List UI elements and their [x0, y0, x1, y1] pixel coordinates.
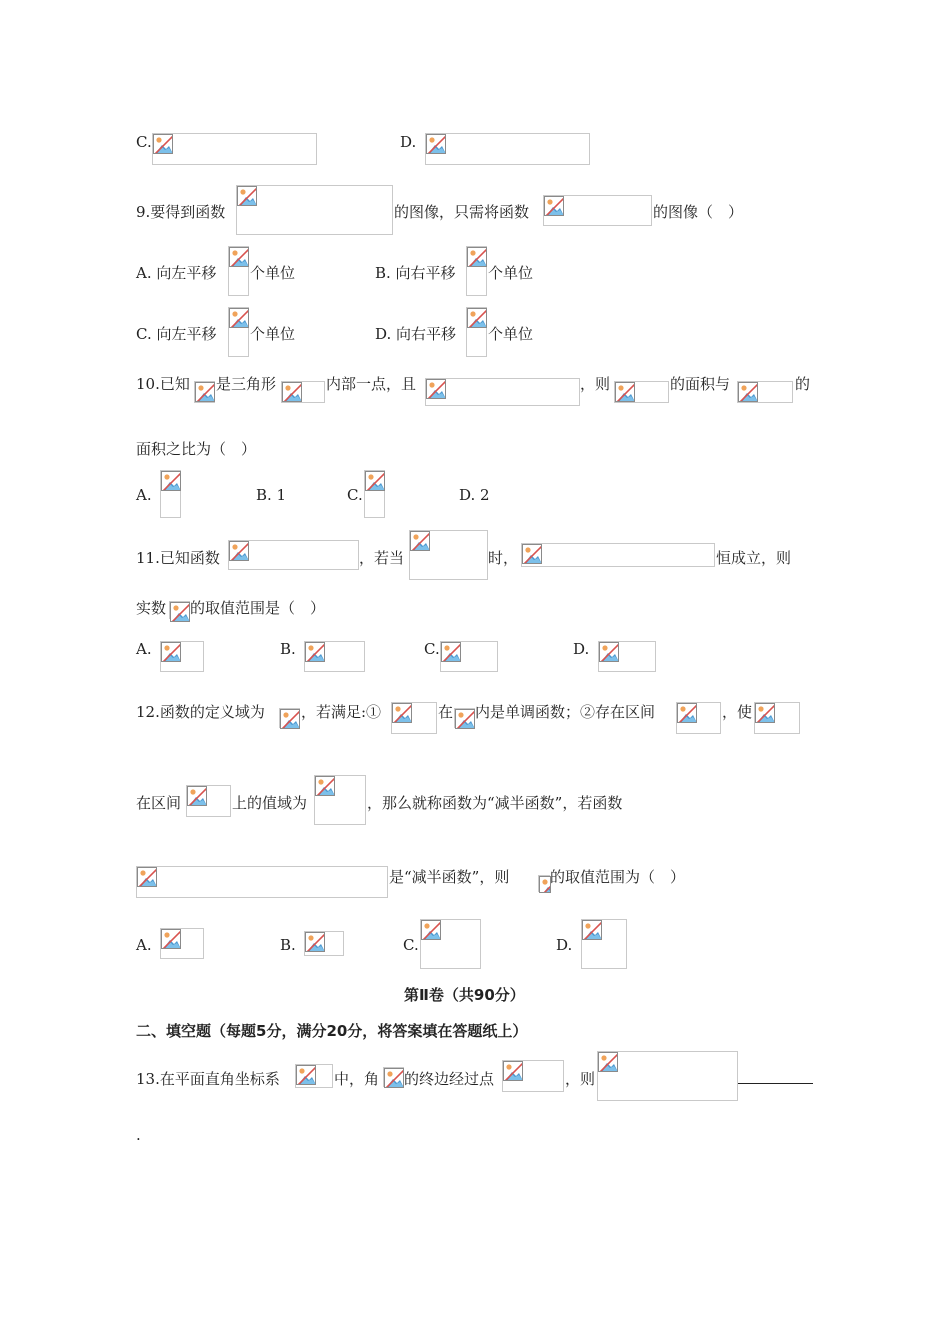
broken-image-icon [410, 531, 430, 551]
q13-end-period: . [136, 1126, 141, 1144]
q11-option-d: D. [573, 640, 590, 658]
broken-image-icon [305, 642, 325, 662]
formula-image-placeholder [160, 641, 204, 672]
broken-image-icon [161, 642, 181, 662]
broken-image-icon [455, 709, 475, 729]
broken-image-icon [426, 134, 446, 154]
broken-image-icon [582, 920, 602, 940]
formula-image-placeholder [538, 875, 550, 892]
q13-stem-b: 中，角 [334, 1070, 380, 1088]
broken-image-icon [421, 920, 441, 940]
broken-image-icon [738, 382, 758, 402]
broken-image-icon [187, 786, 207, 806]
q12-stem-h: ，那么就称函数为“减半函数”，若函数 [367, 794, 623, 812]
q12-stem-f: 在区间 [136, 794, 182, 812]
q10-stem-c: 内部一点，且 [326, 375, 417, 393]
broken-image-icon [137, 867, 157, 887]
broken-image-icon [544, 196, 564, 216]
formula-image-placeholder [160, 928, 204, 959]
broken-image-icon [170, 602, 190, 622]
q13-stem-a: 13.在平面直角坐标系 [136, 1070, 280, 1088]
q12-stem-i: 是“减半函数”，则 [389, 868, 510, 886]
q9-stem-a: 9.要得到函数 [136, 203, 226, 221]
formula-image-placeholder [425, 133, 590, 165]
q9-option-a: A. 向左平移 [136, 264, 217, 282]
q12-option-a: A. [136, 936, 152, 954]
option-c-label: C. [136, 133, 152, 151]
formula-image-placeholder [383, 1067, 404, 1087]
formula-image-placeholder [391, 702, 437, 734]
formula-image-placeholder [160, 470, 181, 518]
q9-option-c-tail: 个单位 [250, 325, 296, 343]
answer-blank-line [738, 1083, 813, 1084]
formula-image-placeholder [228, 540, 359, 570]
q10-stem-f: 的 [795, 375, 811, 393]
q9-stem-b: 的图像，只需将函数 [394, 203, 530, 221]
q11-stem-b: ，若当 [359, 549, 405, 567]
q11-stem-e: 实数 [136, 599, 167, 617]
formula-image-placeholder [521, 543, 715, 567]
q12-option-c: C. [403, 936, 419, 954]
formula-image-placeholder [543, 195, 652, 226]
q11-option-a: A. [136, 640, 152, 658]
formula-image-placeholder [228, 246, 249, 296]
formula-image-placeholder [169, 601, 190, 619]
broken-image-icon [677, 703, 697, 723]
formula-image-placeholder [364, 470, 385, 518]
broken-image-icon [426, 379, 446, 399]
broken-image-icon [305, 932, 325, 952]
q12-stem-c: 在 [438, 703, 454, 721]
q10-stem-e: 的面积与 [670, 375, 731, 393]
broken-image-icon [296, 1065, 316, 1085]
q10-option-c: C. [347, 486, 363, 504]
broken-image-icon [599, 642, 619, 662]
broken-image-icon [467, 308, 487, 328]
q9-option-b-tail: 个单位 [488, 264, 534, 282]
q9-option-a-tail: 个单位 [250, 264, 296, 282]
q11-option-b: B. [280, 640, 296, 658]
q10-option-a: A. [136, 486, 152, 504]
q12-option-b: B. [280, 936, 296, 954]
broken-image-icon [441, 642, 461, 662]
broken-image-icon [229, 308, 249, 328]
formula-image-placeholder [737, 381, 793, 403]
formula-image-placeholder [466, 246, 487, 296]
q12-option-d: D. [556, 936, 573, 954]
formula-image-placeholder [136, 866, 388, 898]
formula-image-placeholder [314, 775, 366, 825]
formula-image-placeholder [598, 641, 656, 672]
q11-option-c: C. [424, 640, 440, 658]
q12-stem-j: 的取值范围为（ ） [550, 868, 686, 886]
section-heading: 二、填空题（每题5分，满分20分，将答案填在答题纸上） [136, 1022, 528, 1040]
formula-image-placeholder [454, 708, 475, 728]
formula-image-placeholder [194, 381, 215, 403]
q13-stem-c: 的终边经过点 [404, 1070, 495, 1088]
broken-image-icon [237, 186, 257, 206]
formula-image-placeholder [236, 185, 393, 235]
formula-image-placeholder [440, 641, 498, 672]
broken-image-icon [598, 1052, 618, 1072]
q9-stem-c: 的图像（ ） [653, 203, 744, 221]
broken-image-icon [280, 709, 300, 729]
broken-image-icon [195, 382, 215, 402]
q9-option-b: B. 向右平移 [375, 264, 456, 282]
formula-image-placeholder [614, 381, 669, 403]
q12-stem-g: 上的值域为 [232, 794, 308, 812]
broken-image-icon [467, 247, 487, 267]
q10-stem-g: 面积之比为（ ） [136, 440, 257, 458]
q12-stem-a: 12.函数的定义域为 [136, 703, 265, 721]
broken-image-icon [153, 134, 173, 154]
q13-stem-d: ，则 [565, 1070, 596, 1088]
q11-stem-a: 11.已知函数 [136, 549, 220, 567]
broken-image-icon [315, 776, 335, 796]
broken-image-icon [282, 382, 302, 402]
broken-image-icon [392, 703, 412, 723]
formula-image-placeholder [676, 702, 721, 734]
formula-image-placeholder [152, 133, 317, 165]
q9-option-c: C. 向左平移 [136, 325, 217, 343]
formula-image-placeholder [425, 378, 580, 406]
q11-stem-d: 恒成立，则 [716, 549, 792, 567]
formula-image-placeholder [502, 1060, 564, 1092]
option-d-label: D. [400, 133, 417, 151]
q10-stem-a: 10.已知 [136, 375, 190, 393]
q10-option-d: D. 2 [459, 486, 490, 504]
broken-image-icon [755, 703, 775, 723]
broken-image-icon [384, 1068, 404, 1088]
formula-image-placeholder [597, 1051, 738, 1101]
formula-image-placeholder [304, 931, 344, 956]
q9-option-d: D. 向右平移 [375, 325, 457, 343]
formula-image-placeholder [420, 919, 481, 969]
q10-stem-d: ，则 [580, 375, 611, 393]
formula-image-placeholder [186, 785, 231, 817]
formula-image-placeholder [754, 702, 800, 734]
broken-image-icon [229, 247, 249, 267]
q11-stem-f: 的取值范围是（ ） [190, 599, 326, 617]
formula-image-placeholder [466, 307, 487, 357]
formula-image-placeholder [581, 919, 627, 969]
q9-option-d-tail: 个单位 [488, 325, 534, 343]
formula-image-placeholder [295, 1064, 333, 1088]
formula-image-placeholder [409, 530, 488, 580]
formula-image-placeholder [279, 708, 300, 728]
broken-image-icon [229, 541, 249, 561]
q12-stem-b: ，若满足:① [301, 703, 382, 721]
q10-stem-b: 是三角形 [216, 375, 277, 393]
q11-stem-c: 时， [488, 549, 519, 567]
broken-image-icon [522, 544, 542, 564]
q12-stem-e: ，使 [722, 703, 753, 721]
formula-image-placeholder [228, 307, 249, 357]
formula-image-placeholder [304, 641, 365, 672]
broken-image-icon [161, 929, 181, 949]
broken-image-icon [365, 471, 385, 491]
broken-image-icon [503, 1061, 523, 1081]
broken-image-icon [615, 382, 635, 402]
q10-option-b: B. 1 [256, 486, 287, 504]
formula-image-placeholder [281, 381, 325, 403]
broken-image-icon [161, 471, 181, 491]
q12-stem-d: 内是单调函数；②存在区间 [475, 703, 656, 721]
volume-title: 第Ⅱ卷（共90分） [404, 986, 525, 1004]
